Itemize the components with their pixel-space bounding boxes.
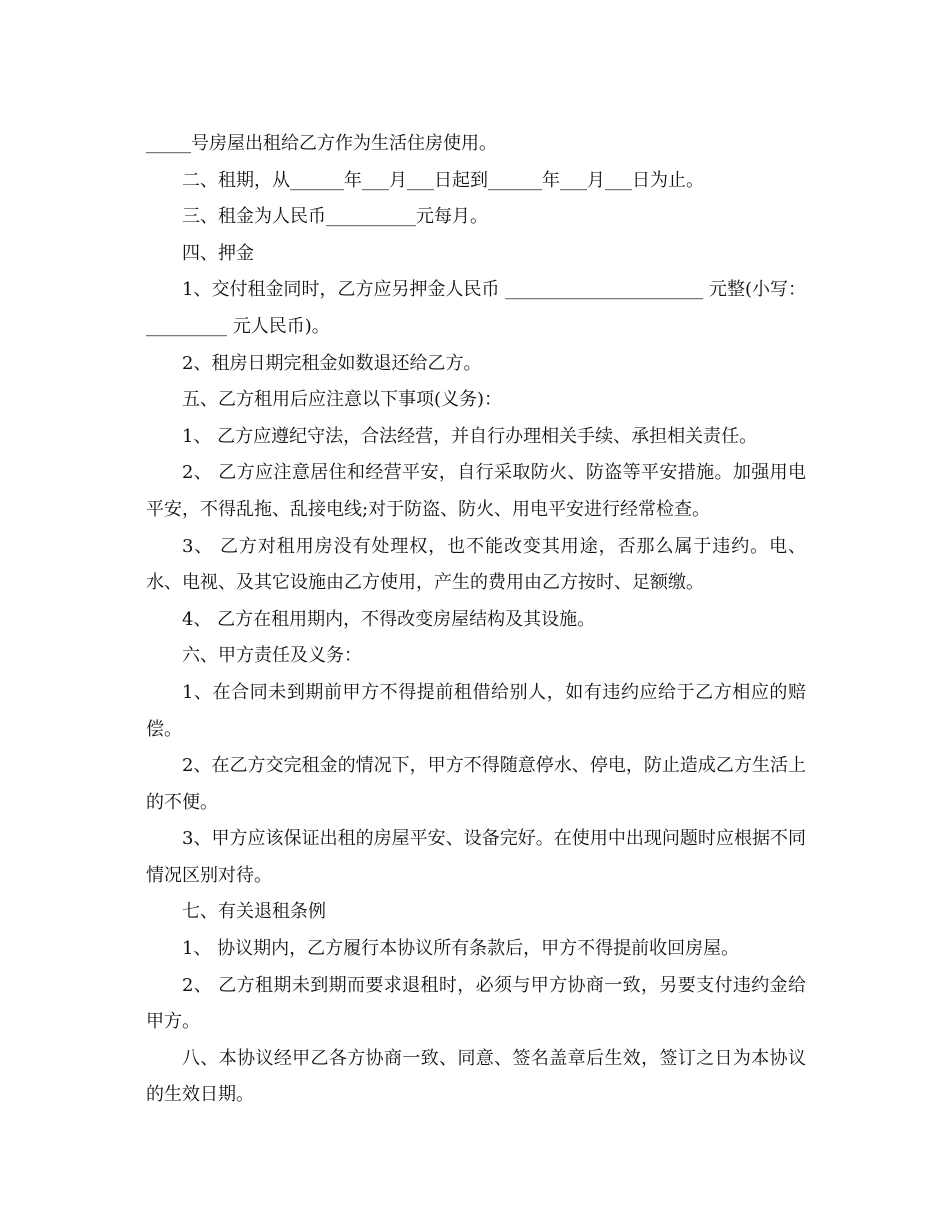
paragraph-deposit-refund: 2、租房日期完租金如数退还给乙方。 [182,352,482,374]
paragraph-landlord-duty-3: 3、甲方应该保证出租的房屋平安、设备完好。在使用中出现问题时应根据不同情况区别对待。 [146,828,806,886]
paragraph-tenant-duty-2: 2、 乙方应注意居住和经营平安，自行采取防火、防盗等平安措施。加强用电平安，不得乱拖、乱接电线;对于防盗、防火、用电平安进行经常检查。 [146,462,806,520]
paragraph-house-use: _____号房屋出租给乙方作为生活住房使用。 [146,133,497,154]
paragraph-tenant-duty-1: 1、 乙方应遵纪守法，合法经营，并自行办理相关手续、承担相关责任。 [182,425,758,447]
paragraph-tenant-duty-3: 3、 乙方对租用房没有处理权，也不能改变其用途，否那么属于违约。电、水、电视、及其它设施由乙方使用，产生的费用由乙方按时、足额缴。 [146,535,806,594]
paragraph-deposit-amount: 1、交付租金同时，乙方应另押金人民币 ______________________ 元整(小写：_________ 元人民币)。 [146,279,806,337]
paragraph-termination-2: 2、 乙方租期未到期而要求退租时，必须与甲方协商一致，另要支付违约金给甲方。 [146,974,806,1033]
paragraph-effective-date: 八、本协议经甲乙各方协商一致、同意、签名盖章后生效，签订之日为本协议的生效日期。 [146,1047,806,1106]
section-heading-landlord-duties: 六、甲方责任及义务： [182,645,362,667]
section-heading-termination: 七、有关退租条例 [182,901,326,923]
paragraph-rent-amount: 三、租金为人民币__________元每月。 [182,206,488,228]
paragraph-termination-1: 1、 协议期内，乙方履行本协议所有条款后，甲方不得提前收回房屋。 [182,938,740,960]
document-body [146,126,806,1114]
paragraph-landlord-duty-1: 1、在合同未到期前甲方不得提前租借给别人，如有违约应给于乙方相应的赔偿。 [146,681,806,740]
section-heading-tenant-duties: 五、乙方租用后应注意以下事项(义务)： [182,389,503,411]
section-heading-deposit: 四、押金 [182,242,254,264]
paragraph-tenant-duty-4: 4、 乙方在租用期内，不得改变房屋结构及其设施。 [182,608,596,630]
paragraph-lease-term: 二、租期，从______年___月___日起到______年___月___日为止。 [182,169,704,191]
paragraph-landlord-duty-2: 2、在乙方交完租金的情况下，甲方不得随意停水、停电，防止造成乙方生活上的不便。 [146,755,806,813]
